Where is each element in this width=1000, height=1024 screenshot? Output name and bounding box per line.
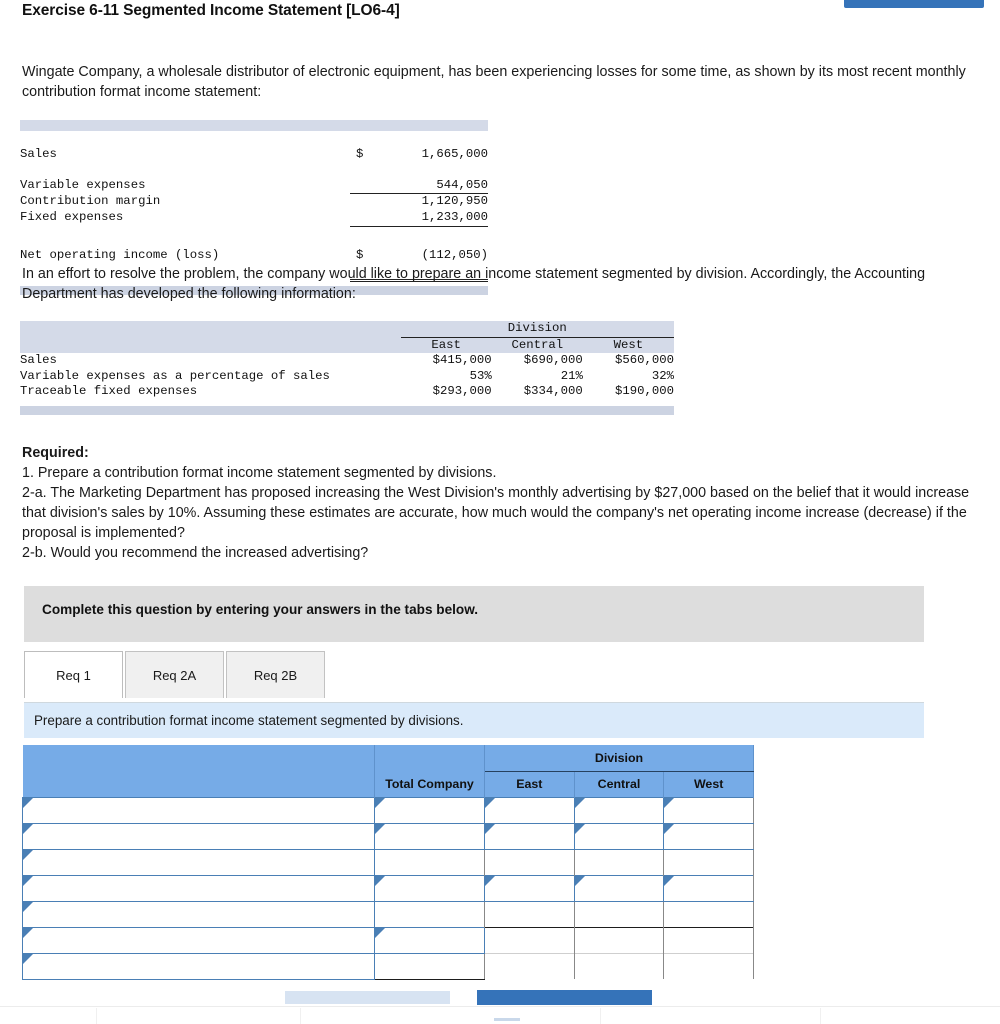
intro-paragraph-2: In an effort to resolve the problem, the company would like to prepare an income statement segmented by division. Accordingly, the Accounting Department has developed the following information: <box>22 266 926 302</box>
footer-column-divider <box>96 1008 97 1024</box>
answer-label-input-row-5[interactable] <box>23 901 375 927</box>
grid-header-west: West <box>664 771 754 797</box>
column-header-west: West <box>583 337 674 353</box>
answer-total-input-row-1[interactable] <box>375 797 485 823</box>
tab-req-2b[interactable] <box>226 651 325 698</box>
required-item-1: 1. Prepare a contribution format income statement segmented by divisions. <box>22 465 497 482</box>
row-value-central: $334,000 <box>523 384 583 399</box>
row-label: Sales <box>20 146 57 161</box>
row-value: 544,050 <box>436 177 488 192</box>
table-row <box>23 953 754 979</box>
footer-column-divider <box>600 1008 601 1024</box>
answer-west-input-row-1[interactable] <box>664 797 754 823</box>
grid-header-total-company: Total Company <box>375 771 485 797</box>
answer-central-cell-row-6 <box>574 927 664 953</box>
grid-column-header-row <box>23 771 754 797</box>
answer-east-cell-row-5 <box>485 901 575 927</box>
requirement-description-text: Prepare a contribution format income statement segmented by divisions. <box>34 713 464 728</box>
footer-column-divider <box>820 1008 821 1024</box>
answer-entry-grid <box>22 745 754 980</box>
division-group-header-row <box>20 321 674 337</box>
answer-total-cell-row-7 <box>375 953 485 979</box>
table-foot-bar <box>20 406 674 415</box>
row-label: Contribution margin <box>20 194 161 209</box>
answer-total-input-row-2[interactable] <box>375 823 485 849</box>
row-label: Variable expenses <box>20 178 146 193</box>
tab-req-2b-label: Req 2B <box>253 667 298 683</box>
grid-header-blank-total <box>375 745 485 771</box>
answer-label-input-row-4[interactable] <box>23 875 375 901</box>
tab-req-2a[interactable] <box>125 651 224 698</box>
tab-req-1[interactable] <box>24 651 123 698</box>
row-value: 1,120,950 <box>350 194 488 210</box>
grid-header-label-col <box>23 771 375 797</box>
currency-symbol: $ <box>356 247 364 262</box>
value-text: 1,665,000 <box>421 146 488 161</box>
row-value-east: $293,000 <box>432 384 492 399</box>
answer-west-input-row-2[interactable] <box>664 823 754 849</box>
table-row <box>20 194 488 210</box>
required-section <box>22 443 980 564</box>
row-value <box>350 131 488 178</box>
grid-group-header-division: Division <box>485 745 754 771</box>
grid-header-central: Central <box>574 771 664 797</box>
answer-label-input-row-2[interactable] <box>23 823 375 849</box>
answer-total-input-row-6[interactable] <box>375 927 485 953</box>
table-row <box>23 875 754 901</box>
answer-east-input-row-1[interactable] <box>485 797 575 823</box>
answer-central-cell-row-5 <box>574 901 664 927</box>
row-value: 1,233,000 <box>421 209 488 224</box>
row-label: Fixed expenses <box>20 210 124 225</box>
answer-west-cell-row-7 <box>664 953 754 979</box>
answer-total-cell-row-5 <box>375 901 485 927</box>
answer-central-input-row-2[interactable] <box>574 823 664 849</box>
value-text: (112,050) <box>421 247 488 262</box>
tab-req-1-label: Req 1 <box>56 667 91 683</box>
answer-total-cell-row-3 <box>375 849 485 875</box>
previous-button[interactable] <box>285 991 450 1004</box>
footer-column-divider <box>300 1008 301 1024</box>
row-value-east: $415,000 <box>432 353 492 368</box>
grid-header-east: East <box>485 771 575 797</box>
tab-req-2a-label: Req 2A <box>152 667 197 683</box>
answer-east-cell-row-7 <box>485 953 575 979</box>
instruction-banner <box>24 586 924 642</box>
row-label: Variable expenses as a percentage of sales <box>20 368 330 383</box>
division-data-table <box>20 321 674 415</box>
division-column-header-row <box>20 337 674 353</box>
table-row <box>23 901 754 927</box>
instruction-banner-text: Complete this question by entering your answers in the tabs below. <box>42 602 479 617</box>
answer-label-input-row-1[interactable] <box>23 797 375 823</box>
next-button[interactable] <box>477 990 652 1005</box>
currency-symbol: $ <box>356 146 364 161</box>
row-label: Sales <box>20 353 57 368</box>
page-title: Exercise 6-11 Segmented Income Statement [LO6-4] <box>22 2 400 19</box>
answer-central-cell-row-3 <box>574 849 664 875</box>
footer-progress-tick <box>494 1018 520 1021</box>
table-row <box>20 178 488 194</box>
required-label: Required: <box>22 445 89 461</box>
row-value-central: $690,000 <box>523 353 583 368</box>
row-label: Traceable fixed expenses <box>20 384 198 399</box>
grid-group-header-row <box>23 745 754 771</box>
column-header-central: Central <box>492 337 583 353</box>
table-row <box>23 927 754 953</box>
column-header-east: East <box>401 337 492 353</box>
row-value-west: $190,000 <box>614 384 674 399</box>
answer-west-cell-row-3 <box>664 849 754 875</box>
answer-central-input-row-4[interactable] <box>574 875 664 901</box>
row-value-east: 53% <box>469 368 492 383</box>
answer-east-input-row-4[interactable] <box>485 875 575 901</box>
answer-east-cell-row-3 <box>485 849 575 875</box>
table-row <box>23 849 754 875</box>
intro-paragraph-1: Wingate Company, a wholesale distributor of electronic equipment, has been experiencing losses for some time, as shown by its most recent monthly contribution format income statement: <box>22 64 966 100</box>
answer-label-input-row-3[interactable] <box>23 849 375 875</box>
top-right-action-button[interactable] <box>844 0 984 8</box>
footer-divider <box>0 1006 1000 1007</box>
table-row <box>20 384 674 400</box>
table-row <box>20 353 674 369</box>
table-row <box>20 210 488 226</box>
requirement-tabs <box>24 650 327 698</box>
answer-central-cell-row-7 <box>574 953 664 979</box>
table-row <box>20 369 674 385</box>
requirement-description-strip <box>24 702 924 738</box>
answer-east-cell-row-6 <box>485 927 575 953</box>
answer-label-input-row-6[interactable] <box>23 927 375 953</box>
answer-label-input-row-7[interactable] <box>23 953 375 979</box>
row-value-central: 21% <box>560 368 583 383</box>
answer-central-input-row-1[interactable] <box>574 797 664 823</box>
answer-west-cell-row-6 <box>664 927 754 953</box>
answer-west-cell-row-5 <box>664 901 754 927</box>
answer-west-input-row-4[interactable] <box>664 875 754 901</box>
row-value-west: 32% <box>651 368 674 383</box>
division-group-header: Division <box>401 321 674 337</box>
table-cap-bar <box>20 120 488 131</box>
answer-east-input-row-2[interactable] <box>485 823 575 849</box>
table-row <box>23 823 754 849</box>
row-value-west: $560,000 <box>614 353 674 368</box>
grid-header-blank <box>23 745 375 771</box>
table-row <box>20 131 488 178</box>
required-item-2b: 2-b. Would you recommend the increased advertising? <box>22 545 369 562</box>
row-label: Net operating income (loss) <box>20 248 220 263</box>
answer-total-input-row-4[interactable] <box>375 875 485 901</box>
required-item-2a: 2-a. The Marketing Department has proposed increasing the West Division's monthly advertising by $27,000 based on the belief that it would increase that division's sales by 10%. Assuming these estimates are accurate, how much would the company's net operating income increase (decrease) if the proposal is implemented? <box>22 485 970 542</box>
table-row <box>23 797 754 823</box>
